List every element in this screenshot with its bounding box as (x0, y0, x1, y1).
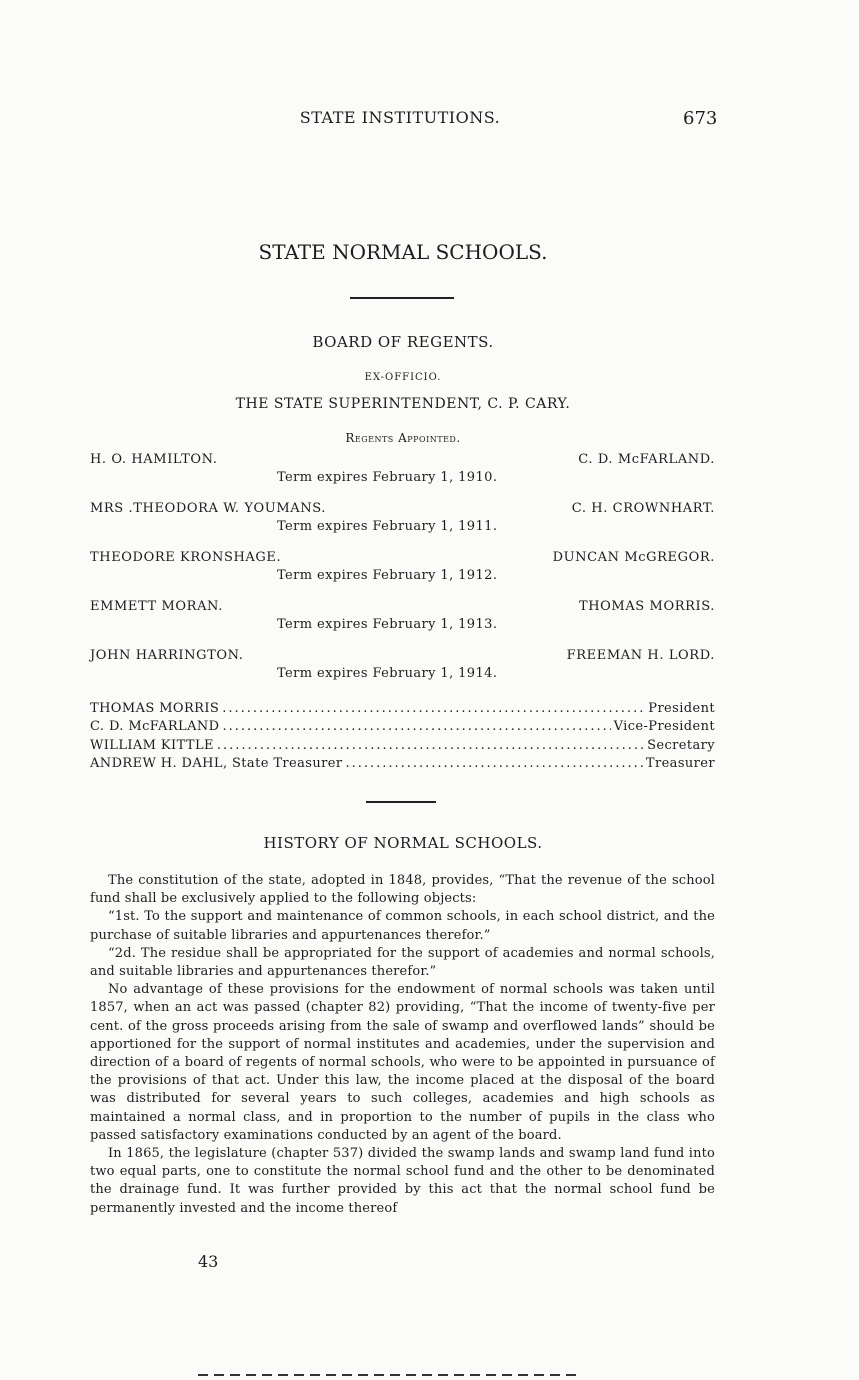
officer-row (90, 738, 715, 756)
regent-right: DUNCAN McGREGOR. (552, 550, 715, 565)
officer-title: Secretary (647, 738, 715, 753)
officer-row (90, 701, 715, 719)
officer-row (90, 756, 715, 774)
ex-officio-member: THE STATE SUPERINTENDENT, C. P. CARY. (235, 396, 571, 412)
title-divider (350, 297, 454, 299)
regents-appointed-label: Regents Appointed. (345, 431, 461, 445)
term-expires: Term expires February 1, 1911. (277, 519, 498, 534)
regent-left: JOHN HARRINGTON. (90, 648, 244, 663)
history-body (90, 872, 715, 1218)
leader-dots (222, 701, 645, 716)
regent-left: MRS .THEODORA W. YOUMANS. (90, 501, 327, 516)
term-expires: Term expires February 1, 1910. (277, 470, 498, 485)
history-paragraph: In 1865, the legislature (chapter 537) divided the swamp lands and swamp land fund into two equal parts, one to constitute the normal school fund and the other to be denominated the drainage fund. It was further provided by this act that the normal school fund be permanently invested and the income thereof (90, 1146, 715, 1216)
officer-title: Treasurer (645, 756, 715, 771)
leader-dots (222, 719, 610, 734)
running-head: STATE INSTITUTIONS. (299, 108, 501, 127)
page-title: STATE NORMAL SCHOOLS. (258, 240, 548, 264)
regent-left: THEODORE KRONSHAGE. (90, 550, 282, 565)
signature-mark: 43 (198, 1252, 219, 1271)
page-number: 673 (683, 108, 718, 129)
leader-dots (217, 738, 644, 753)
history-paragraph: The constitution of the state, adopted in 1848, provides, “That the revenue of the school fund shall be exclusively applied to the following objects: (90, 873, 715, 907)
officer-name: ANDREW H. DAHL, State Treasurer (90, 756, 343, 771)
officer-name: WILLIAM KITTLE (90, 738, 214, 753)
regent-right: C. H. CROWNHART. (571, 501, 715, 516)
term-expires: Term expires February 1, 1913. (277, 617, 498, 632)
history-paragraph: “1st. To the support and maintenance of common schools, in each school district, and the purchase of suitable libraries and appurtenances therefor.” (90, 909, 715, 943)
section-divider (366, 801, 436, 803)
regent-right: THOMAS MORRIS. (578, 599, 715, 614)
regent-right: C. D. McFARLAND. (578, 452, 715, 467)
regent-left: EMMETT MORAN. (90, 599, 223, 614)
history-heading: HISTORY OF NORMAL SCHOOLS. (263, 834, 543, 852)
ex-officio-label: EX-OFFICIO. (364, 372, 442, 383)
term-expires: Term expires February 1, 1914. (277, 666, 498, 681)
officer-name: THOMAS MORRIS (90, 701, 220, 716)
officer-title: Vice-President (613, 719, 715, 734)
regent-left: H. O. HAMILTON. (90, 452, 218, 467)
officer-name: C. D. McFARLAND (90, 719, 220, 734)
officer-row (90, 719, 715, 737)
bottom-scan-edge (198, 1374, 578, 1376)
history-paragraph: “2d. The residue shall be appropriated for the support of academies and normal schools, and suitable libraries and appurtenances therefor.” (90, 945, 715, 980)
leader-dots (345, 756, 642, 771)
officer-title: President (648, 701, 715, 716)
history-paragraph: No advantage of these provisions for the endowment of normal schools was taken until 1857, when an act was passed (chapter 82) providing, “That the income of twenty-five per cent. of the gross proceeds arising from the sale of swamp and overflowed lands” should be apportioned for the support of normal institutes and academies, under the supervision and direction of a board of regents of normal schools, who were to be appointed in pursuance of the provisions of that act. Under this law, the income placed at the disposal of the board was distributed for several years to such colleges, academies and high schools as maintained a normal class, and in proportion to the number of pupils in the class who passed satisfactory examinations conducted by an agent of the board. (90, 982, 715, 1143)
board-heading: BOARD OF REGENTS. (312, 333, 494, 351)
regent-right: FREEMAN H. LORD. (566, 648, 715, 663)
term-expires: Term expires February 1, 1912. (277, 568, 498, 583)
